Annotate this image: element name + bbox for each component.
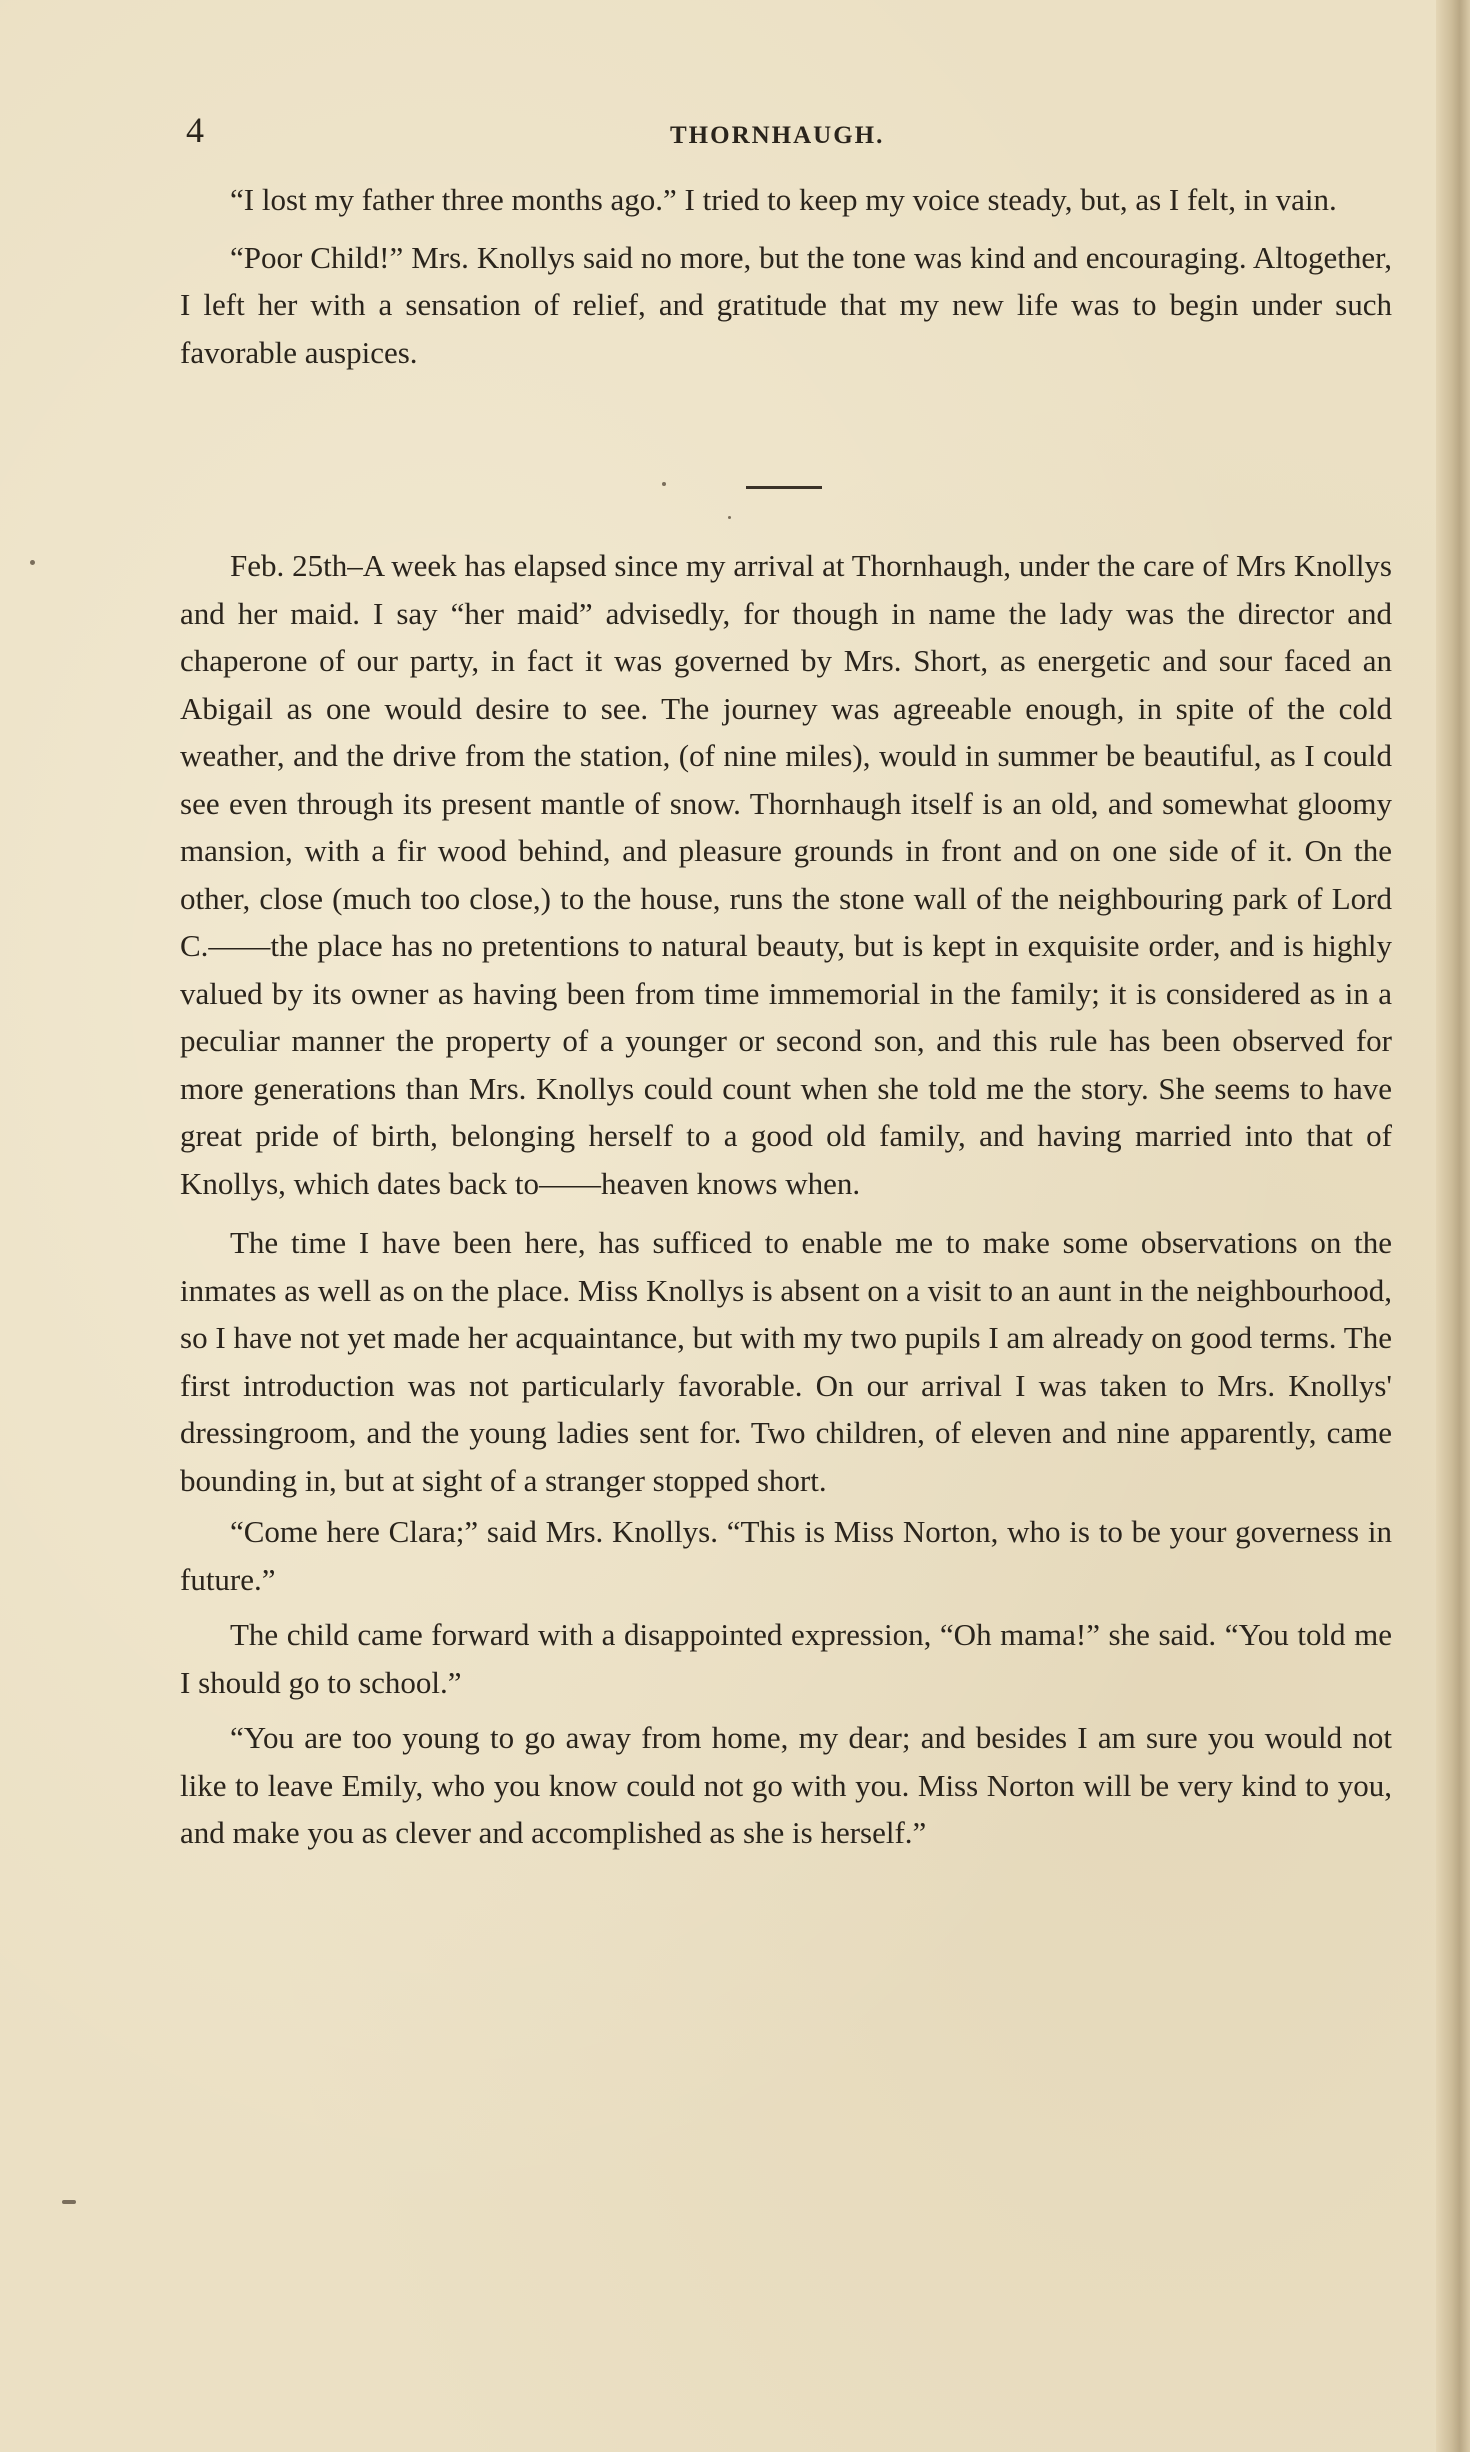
paper-speck <box>728 516 731 519</box>
paper-speck <box>62 2200 76 2204</box>
text-block-before-break <box>180 176 1392 376</box>
running-title: THORNHAUGH. <box>670 122 885 149</box>
paragraph: The time I have been here, has sufficed to enable me to make some observations on the inmates as well as on the place. Miss Knollys is absent on a visit to an aunt in the neighbourhood, so I have not yet made her acquaintance, but with my two pupils I am already on good terms. The first introduction was not particularly favorable. On our arrival I was taken to Mrs. Knollys' dressingroom, and the young ladies sent for. Two children, of eleven and nine apparently, came bounding in, but at sight of a stranger stopped short. <box>180 1225 1392 1498</box>
text-block-after-break <box>180 542 1392 1857</box>
paragraph: “You are too young to go away from home, my dear; and besides I am sure you would not like to leave Emily, who you know could not go with you. Miss Norton will be very kind to you, and make you as clever and accomplished as she is herself.” <box>180 1720 1392 1850</box>
paragraph: “I lost my father three months ago.” I tried to keep my voice steady, but, as I felt, in vain. <box>230 182 1337 217</box>
running-header <box>180 100 1390 160</box>
paragraph: “Come here Clara;” said Mrs. Knollys. “This is Miss Norton, who is to be your governess in future.” <box>180 1514 1392 1597</box>
paragraph: “Poor Child!” Mrs. Knollys said no more, but the tone was kind and encouraging. Altogether, I left her with a sensation of relief, and gratitude that my new life was to begin under such favorable auspices. <box>180 239 1392 370</box>
paper-speck <box>662 482 666 486</box>
page-gutter-edge <box>1436 0 1470 2452</box>
paragraph: The child came forward with a disappointed expression, “Oh mama!” she said. “You told me I should go to school.” <box>180 1617 1392 1700</box>
section-divider-rule <box>746 486 822 489</box>
page-number: 4 <box>186 110 204 150</box>
paper-speck <box>30 560 35 565</box>
diary-entry-paragraph: Feb. 25th–A week has elapsed since my arrival at Thornhaugh, under the care of Mrs Knollys and her maid. I say “her maid” advisedly, for though in name the lady was the director and chaperone of our party, in fact it was governed by Mrs. Short, as energetic and sour faced an Abigail as one would desire to see. The journey was agreeable enough, in spite of the cold weather, and the drive from the station, (of nine miles), would in summer be beautiful, as I could see even through its present mantle of snow. Thornhaugh itself is an old, and somewhat gloomy mansion, with a fir wood behind, and pleasure grounds in front and on one side of it. On the other, close (much too close,) to the house, runs the stone wall of the neighbouring park of Lord C.——the place has no pretentions to natural beauty, but is kept in exquisite order, and is highly valued by its owner as having been from time immemorial in the family; it is considered as in a peculiar manner the property of a younger or second son, and this rule has been observed for more generations than Mrs. Knollys could count when she told me the story. She seems to have great pride of birth, belonging herself to a good old family, and having married into that of Knollys, which dates back to——heaven knows when. <box>180 548 1392 1201</box>
